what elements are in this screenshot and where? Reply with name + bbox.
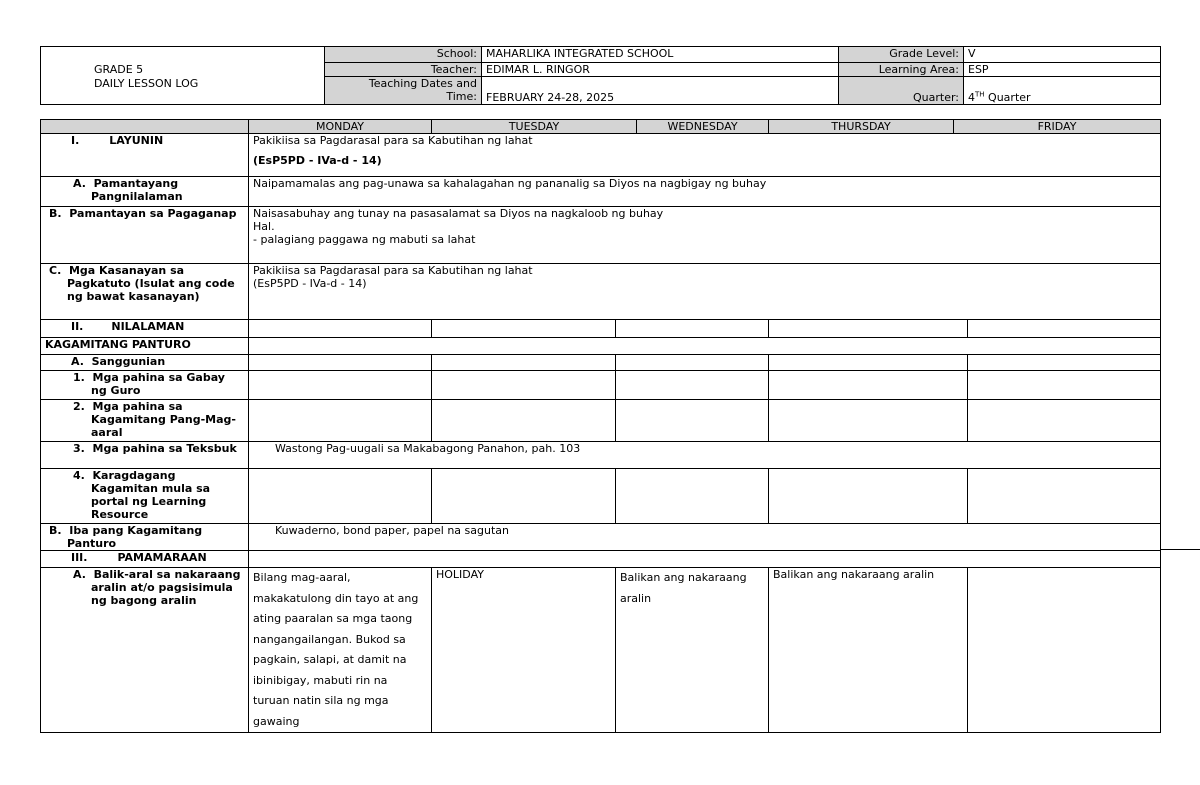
nilalaman-thursday (769, 320, 968, 338)
nilalaman-num: II. (71, 320, 84, 333)
iba-text: Iba pang Kagamitang Panturo (67, 524, 203, 550)
nilalaman-monday (249, 320, 432, 338)
day-tuesday: TUESDAY (432, 120, 637, 133)
pagaganap-line2: Hal. (253, 220, 275, 233)
gabay-thursday (769, 371, 968, 400)
pamantayang-content: Naipamamalas ang pag-unawa sa kahalagahan ng pananalig sa Diyos na nagbigay ng buhay (249, 177, 1161, 207)
teaching-dates-value: FEBRUARY 24-28, 2025 (482, 77, 839, 105)
layunin-label: LAYUNIN (109, 134, 164, 147)
teksbuk-text: Mga pahina sa Teksbuk (92, 442, 237, 455)
lesson-log-grid (40, 119, 1161, 733)
row-label-teksbuk (41, 442, 249, 469)
day-thursday: THURSDAY (769, 120, 954, 133)
quarter-value (964, 77, 1161, 105)
gabay-monday (249, 371, 432, 400)
teaching-dates-label-line2: Time: (446, 90, 477, 103)
kasanayan-content (249, 264, 1161, 320)
table-edge-line (1160, 549, 1200, 550)
row-label-karagdagang (41, 469, 249, 524)
karagdagang-monday (249, 469, 432, 524)
teacher-label: Teacher: (325, 63, 482, 77)
pangmag-label (73, 400, 244, 439)
balik-label (73, 568, 244, 607)
pagaganap-text: Pamantayan sa Pagaganap (69, 207, 237, 220)
pamantayang-label (73, 177, 244, 203)
title-line-dll: DAILY LESSON LOG (94, 77, 199, 90)
header-info-table (324, 46, 1161, 105)
row-label-sanggunian (41, 355, 249, 371)
pamantayang-num: A. (73, 177, 86, 190)
gabay-num: 1. (73, 371, 85, 384)
day-header-corner (41, 120, 249, 134)
karagdagang-wednesday (616, 469, 769, 524)
teaching-dates-label (325, 77, 482, 105)
grade-level-label: Grade Level: (839, 47, 964, 63)
karagdagang-friday (968, 469, 1161, 524)
sanggunian-wednesday (616, 355, 769, 371)
pangmag-friday (968, 400, 1161, 442)
layunin-num: I. (71, 134, 80, 147)
kasanayan-label (49, 264, 244, 303)
pangmag-wednesday (616, 400, 769, 442)
pagaganap-label (49, 207, 244, 220)
pamantayang-text: Pamantayang Pangnilalaman (91, 177, 183, 203)
gabay-friday (968, 371, 1161, 400)
iba-content: Kuwaderno, bond paper, papel na sagutan (249, 524, 1161, 551)
gabay-tuesday (432, 371, 616, 400)
row-label-pangmag (41, 400, 249, 442)
sanggunian-friday (968, 355, 1161, 371)
balik-tuesday: HOLIDAY (432, 568, 616, 733)
quarter-superscript: TH (975, 90, 985, 99)
pagaganap-num: B. (49, 207, 62, 220)
teaching-dates-label-line1: Teaching Dates and (368, 77, 477, 90)
iba-num: B. (49, 524, 62, 537)
day-wednesday: WEDNESDAY (667, 120, 738, 133)
karagdagang-thursday (769, 469, 968, 524)
pamamaraan-label: PAMAMARAAN (117, 551, 207, 564)
kasanayan-line1: Pakikiisa sa Pagdarasal para sa Kabutihan ng lahat (253, 264, 533, 277)
day-monday: MONDAY (249, 120, 432, 134)
day-thursday-friday-cell (769, 120, 1161, 134)
pagaganap-content (249, 207, 1161, 264)
balik-thursday: Balikan ang nakaraang aralin (769, 568, 968, 733)
nilalaman-wednesday (616, 320, 769, 338)
pangmag-tuesday (432, 400, 616, 442)
header-title-box (40, 46, 324, 105)
row-label-gabay (41, 371, 249, 400)
balik-wednesday: Balikan ang nakaraang aralin (616, 568, 769, 733)
teksbuk-label (73, 442, 244, 455)
layunin-text: Pakikiisa sa Pagdarasal para sa Kabutihan ng lahat (253, 134, 533, 147)
pangmag-thursday (769, 400, 968, 442)
row-label-kasanayan (41, 264, 249, 320)
karagdagang-text: Karagdagang Kagamitan mula sa portal ng Learning Resource (91, 469, 211, 521)
pagaganap-line1: Naisasabuhay ang tunay na pasasalamat sa Diyos na nagkaloob ng buhay (253, 207, 664, 220)
sanggunian-num: A. (71, 355, 84, 368)
row-label-iba (41, 524, 249, 551)
pamamaraan-num: III. (71, 551, 88, 564)
balik-friday (968, 568, 1161, 733)
gabay-label (73, 371, 244, 397)
pangmag-num: 2. (73, 400, 85, 413)
pagaganap-line3: - palagiang paggawa ng mabuti sa lahat (253, 233, 476, 246)
row-label-nilalaman (41, 320, 249, 338)
karagdagang-label (73, 469, 244, 521)
karagdagang-tuesday (432, 469, 616, 524)
row-label-balik (41, 568, 249, 733)
row-label-pamantayang (41, 177, 249, 207)
day-friday: FRIDAY (1037, 120, 1077, 133)
kasanayan-line2: (EsP5PD - IVa-d - 14) (253, 277, 367, 290)
layunin-content (249, 134, 1161, 177)
balik-monday: Bilang mag-aaral, makakatulong din tayo at ang ating paaralan sa mga taong nangangailangan. Bukod sa pagkain, salapi, at damit na ibinibigay, mabuti rin na turuan natin sila ng mga gawaing (249, 568, 432, 733)
sanggunian-monday (249, 355, 432, 371)
pangmag-text: Mga pahina sa Kagamitang Pang-Mag-aaral (91, 400, 236, 439)
quarter-number: 4 (968, 91, 975, 104)
layunin-code: (EsP5PD - IVa-d - 14) (253, 154, 382, 167)
row-label-layunin (41, 134, 249, 177)
teksbuk-content: Wastong Pag-uugali sa Makabagong Panahon, pah. 103 (249, 442, 1161, 469)
row-label-pamamaraan (41, 551, 249, 568)
nilalaman-friday (968, 320, 1161, 338)
kasanayan-num: C. (49, 264, 62, 277)
row-label-pagaganap (41, 207, 249, 264)
learning-area-value: ESP (964, 63, 1161, 77)
kagamitan-content (249, 338, 1161, 355)
kagamitan-label: KAGAMITANG PANTURO (45, 338, 191, 351)
nilalaman-tuesday (432, 320, 616, 338)
quarter-word: Quarter (988, 91, 1031, 104)
iba-label (49, 524, 244, 550)
kasanayan-text: Mga Kasanayan sa Pagkatuto (Isulat ang code ng bawat kasanayan) (67, 264, 235, 303)
row-label-kagamitan (41, 338, 249, 355)
school-label: School: (325, 47, 482, 63)
gabay-wednesday (616, 371, 769, 400)
pamamaraan-content (249, 551, 1161, 568)
title-line-grade: GRADE 5 (94, 63, 144, 76)
learning-area-label: Learning Area: (839, 63, 964, 77)
grade-level-value: V (964, 47, 1161, 63)
teksbuk-num: 3. (73, 442, 85, 455)
nilalaman-label: NILALAMAN (111, 320, 185, 333)
teacher-value: EDIMAR L. RINGOR (482, 63, 839, 77)
sanggunian-tuesday (432, 355, 616, 371)
sanggunian-label: Sanggunian (91, 355, 166, 368)
karagdagang-num: 4. (73, 469, 85, 482)
school-value: MAHARLIKA INTEGRATED SCHOOL (482, 47, 839, 63)
quarter-label: Quarter: (839, 77, 964, 105)
day-tuesday-wednesday-cell (432, 120, 769, 134)
balik-text: Balik-aral sa nakaraang aralin at/o pagsisimula ng bagong aralin (91, 568, 241, 607)
page-title (94, 63, 198, 91)
sanggunian-thursday (769, 355, 968, 371)
gabay-text: Mga pahina sa Gabay ng Guro (91, 371, 225, 397)
balik-num: A. (73, 568, 86, 581)
pangmag-monday (249, 400, 432, 442)
